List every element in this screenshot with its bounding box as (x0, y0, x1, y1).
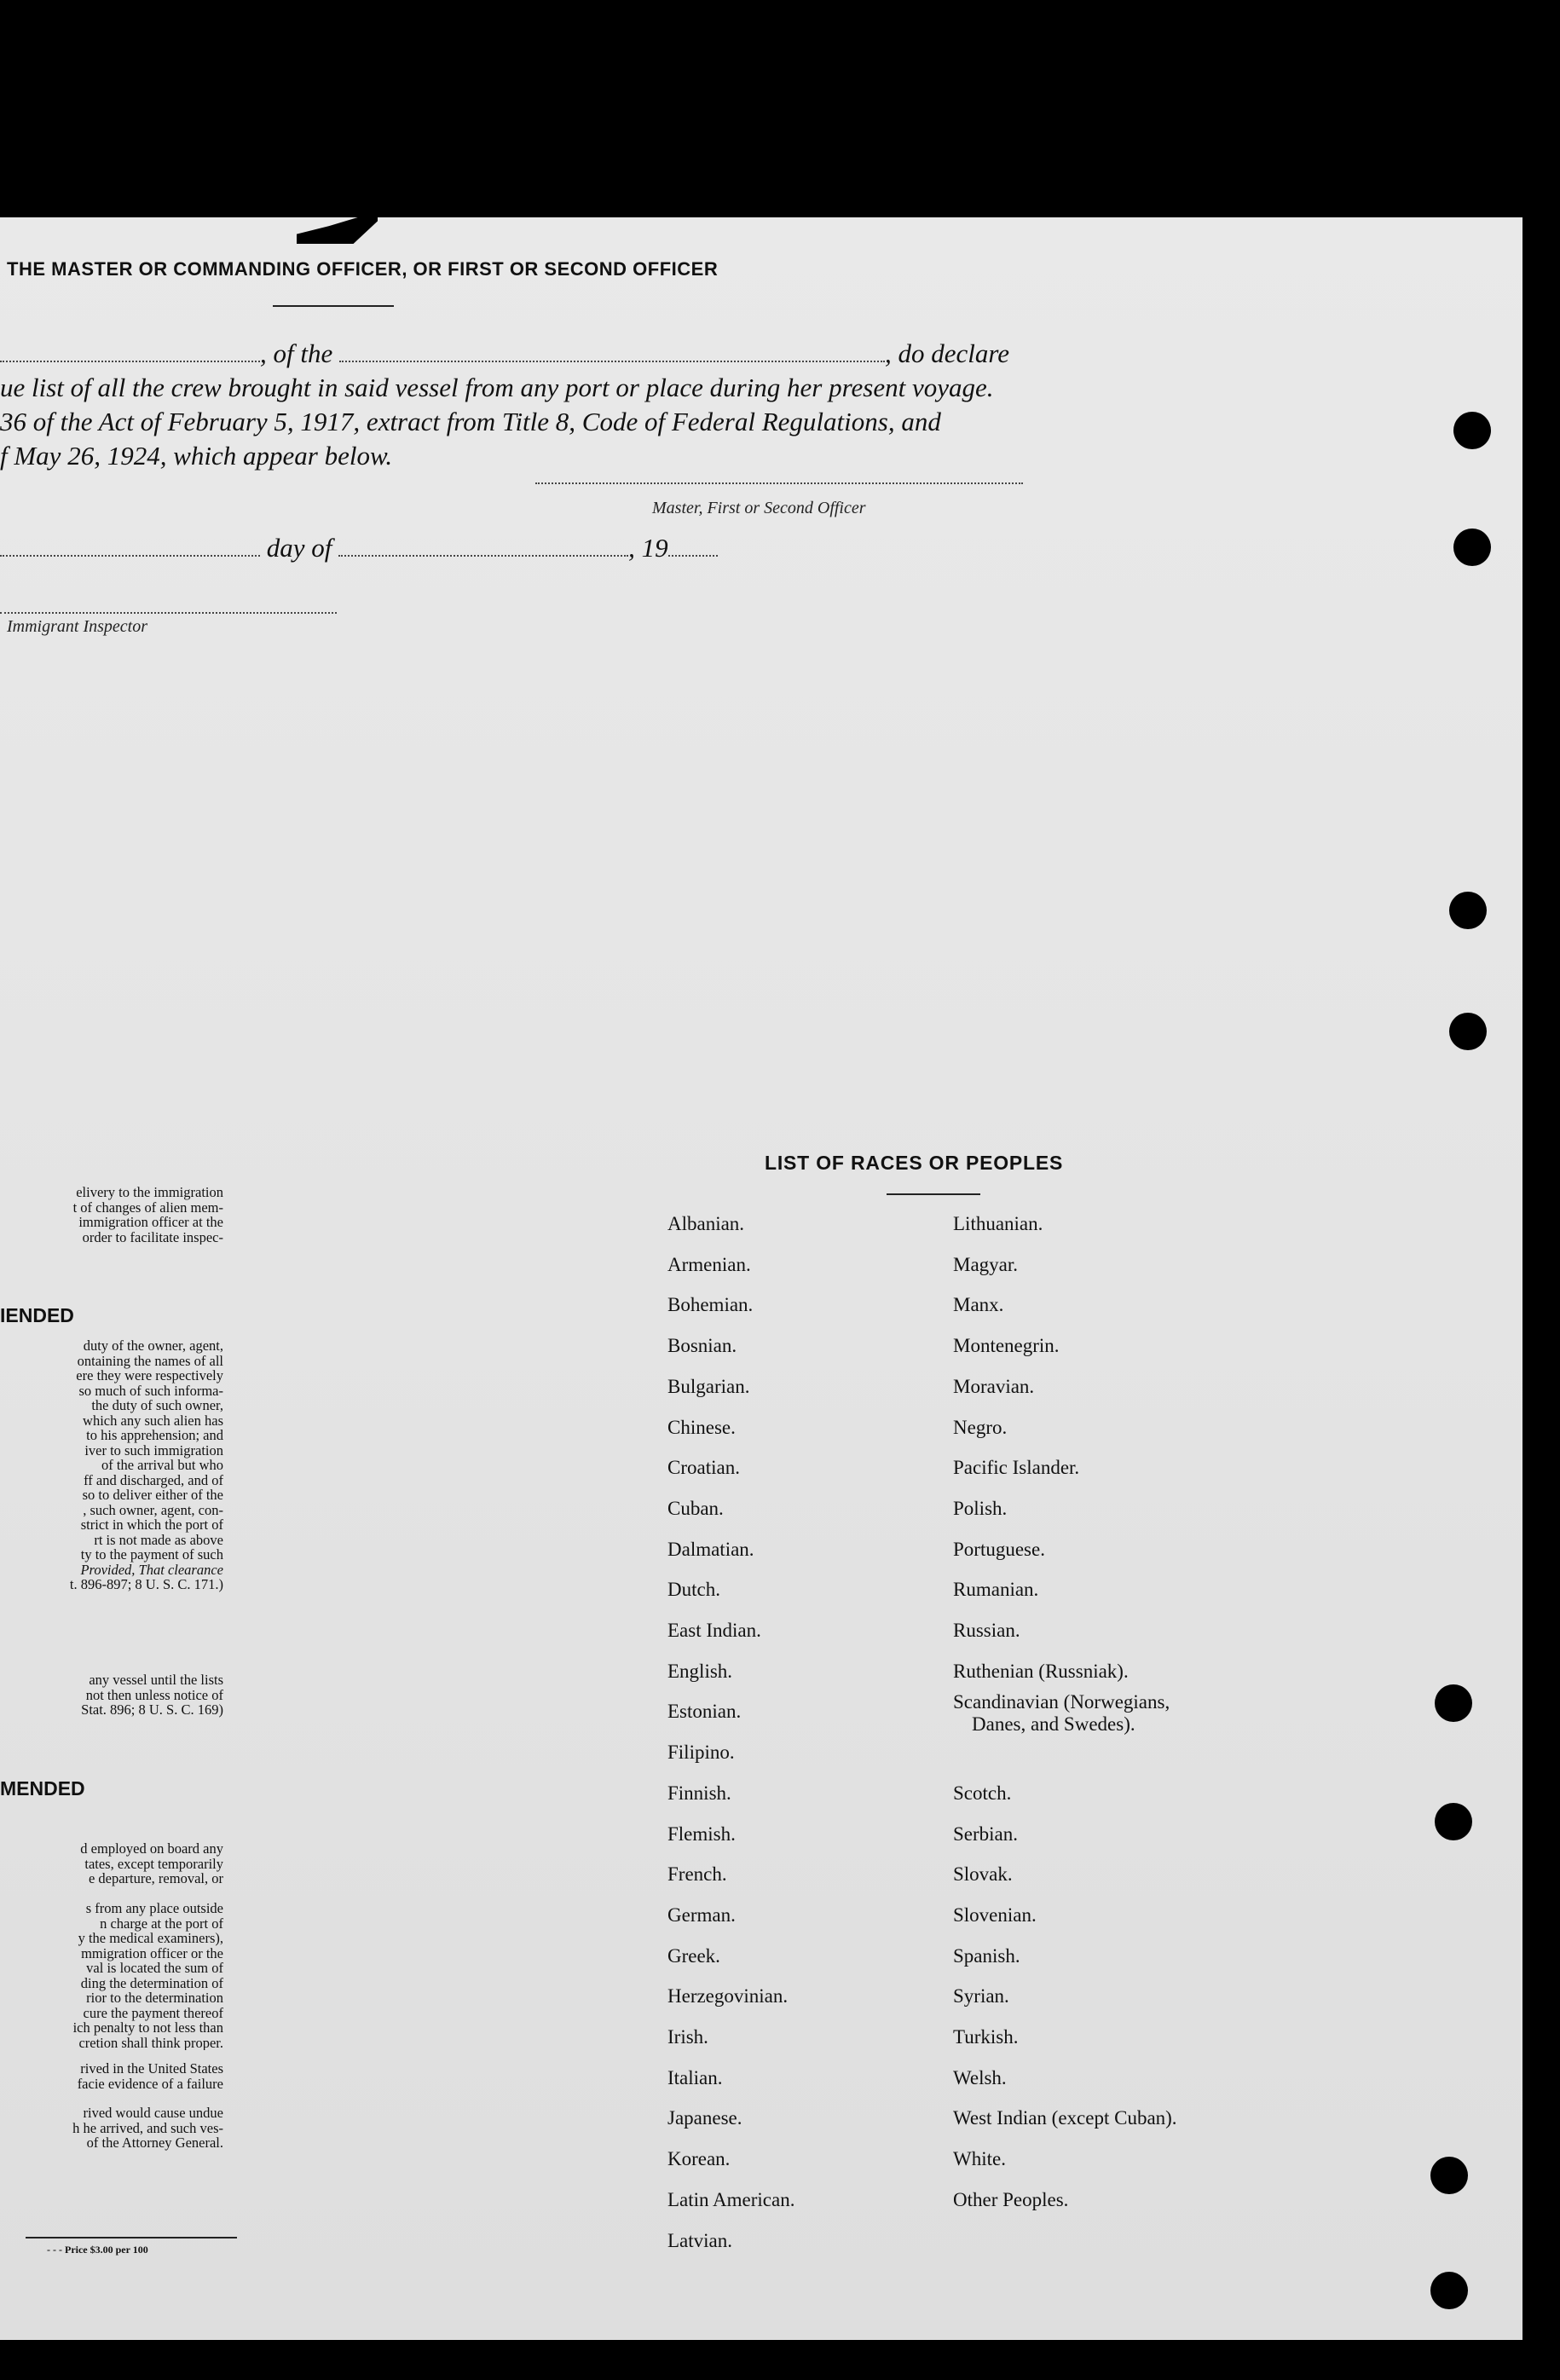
race-item: Other Peoples. (953, 2189, 1069, 2210)
inspector-signature-line (0, 612, 337, 614)
race-item: Greek. (667, 1945, 720, 1967)
declaration-line-4: f May 26, 1924, which appear below. (0, 441, 393, 471)
race-item: French. (667, 1863, 727, 1885)
race-item: White. (953, 2148, 1006, 2169)
race-item: Pacific Islander. (953, 1457, 1080, 1478)
race-item: Syrian. (953, 1985, 1009, 2007)
declaration-line-2: ue list of all the crew brought in said vessel from any port or place during her present voyage. (0, 373, 994, 402)
race-item: Croatian. (667, 1457, 740, 1478)
day-of-label: day of (266, 533, 332, 563)
race-item: Albanian. (667, 1213, 745, 1234)
master-signature-line (535, 482, 1023, 484)
race-item: Latvian. (667, 2230, 732, 2251)
race-item: Welsh. (953, 2067, 1007, 2088)
binder-hole-4 (1449, 1013, 1487, 1050)
race-item: Bulgarian. (667, 1376, 750, 1397)
binder-hole-6 (1435, 1803, 1472, 1840)
heading-rule (273, 305, 394, 307)
binder-hole-1 (1453, 412, 1491, 449)
left-paragraph-5: s from any place outside n charge at the port of y the medical examiners), mmigration officer or the val is located the sum of ding the determination of rior to the determination cure the payment thereof ich penalty to not less than cretion shall think proper. (72, 1901, 223, 2050)
date-line (0, 533, 767, 563)
race-item: Japanese. (667, 2107, 742, 2129)
binder-hole-8 (1430, 2272, 1468, 2309)
declaration-line-3: 36 of the Act of February 5, 1917, extract from Title 8, Code of Federal Regulations, and (0, 407, 941, 436)
race-item: Bosnian. (667, 1335, 737, 1356)
price-note: - - - Price $3.00 per 100 (47, 2244, 148, 2256)
race-item: Herzegovinian. (667, 1985, 789, 2007)
bleed-through-handwriting (614, 656, 619, 679)
inspector-label: Immigrant Inspector (7, 617, 147, 636)
race-item: Lithuanian. (953, 1213, 1043, 1234)
race-item: Portuguese. (953, 1539, 1045, 1560)
race-item: Italian. (667, 2067, 723, 2088)
left-paragraph-7: rived would cause undue h he arrived, and such ves- of the Attorney General. (72, 2106, 223, 2151)
race-item: Chinese. (667, 1417, 736, 1438)
race-item: Flemish. (667, 1823, 736, 1845)
price-rule (26, 2237, 237, 2238)
race-item: Dalmatian. (667, 1539, 754, 1560)
race-item: Danes, and Swedes). (972, 1713, 1135, 1735)
race-item: Dutch. (667, 1579, 720, 1600)
left-paragraph-2: duty of the owner, agent, ontaining the names of all ere they were respectively so much of such informa- the duty of such owner, which any such alien has to his apprehension; and iver to such immigration of the arrival but who ff and discharged, and of so to deliver either of the , such owner, agent, con- strict in which the port of rt is not made as above ty to the payment of such Provided, That clearance t. 896-897; 8 U. S. C. 171.) (69, 1338, 223, 1592)
left-paragraph-4: d employed on board any tates, except temporarily e departure, removal, or (80, 1841, 223, 1886)
binder-hole-3 (1449, 892, 1487, 929)
race-item: Moravian. (953, 1376, 1035, 1397)
year-prefix: , 19 (628, 533, 668, 563)
left-heading-2: MENDED (0, 1777, 85, 1799)
race-item: Negro. (953, 1417, 1008, 1438)
race-item: Armenian. (667, 1254, 751, 1275)
race-item: Montenegrin. (953, 1335, 1060, 1356)
race-item: Finnish. (667, 1782, 731, 1804)
race-item: West Indian (except Cuban). (953, 2107, 1177, 2129)
race-item: Irish. (667, 2026, 708, 2048)
race-item: Rumanian. (953, 1579, 1039, 1600)
race-item: Spanish. (953, 1945, 1020, 1967)
master-signature-label: Master, First or Second Officer (652, 499, 866, 517)
left-paragraph-6: rived in the United States facie evidence of a failure (77, 2061, 223, 2091)
binder-hole-5 (1435, 1684, 1472, 1722)
race-item: Bohemian. (667, 1294, 754, 1315)
race-item: Filipino. (667, 1742, 735, 1763)
race-item: Cuban. (667, 1498, 724, 1519)
race-item: East Indian. (667, 1620, 761, 1641)
binder-hole-7 (1430, 2157, 1468, 2194)
race-item: Slovak. (953, 1863, 1013, 1885)
binder-hole-2 (1453, 529, 1491, 566)
left-paragraph-1: elivery to the immigration t of changes of alien mem- immigration officer at the order to facilitate inspec- (72, 1185, 223, 1245)
left-paragraph-3: any vessel until the lists not then unless notice of Stat. 896; 8 U. S. C. 169) (81, 1672, 223, 1718)
race-item: German. (667, 1904, 736, 1926)
races-title-rule (887, 1193, 980, 1195)
race-item: Ruthenian (Russniak). (953, 1661, 1129, 1682)
races-list-title: LIST OF RACES OR PEOPLES (765, 1152, 1064, 1174)
declaration-line-1: , of the , do declare (0, 337, 1027, 371)
race-item: Scandinavian (Norwegians, (953, 1691, 1170, 1713)
page-heading: THE MASTER OR COMMANDING OFFICER, OR FIRST OR SECOND OFFICER (7, 258, 719, 280)
race-item: Russian. (953, 1620, 1020, 1641)
race-item: Estonian. (667, 1701, 742, 1722)
race-item: Manx. (953, 1294, 1004, 1315)
race-item: English. (667, 1661, 733, 1682)
race-item: Latin American. (667, 2189, 795, 2210)
race-item: Scotch. (953, 1782, 1012, 1804)
race-item: Polish. (953, 1498, 1008, 1519)
race-item: Magyar. (953, 1254, 1019, 1275)
left-heading-1: IENDED (0, 1304, 74, 1326)
race-item: Serbian. (953, 1823, 1019, 1845)
declaration-block (0, 337, 1027, 473)
race-item: Korean. (667, 2148, 731, 2169)
race-item: Turkish. (953, 2026, 1019, 2048)
race-item: Slovenian. (953, 1904, 1037, 1926)
